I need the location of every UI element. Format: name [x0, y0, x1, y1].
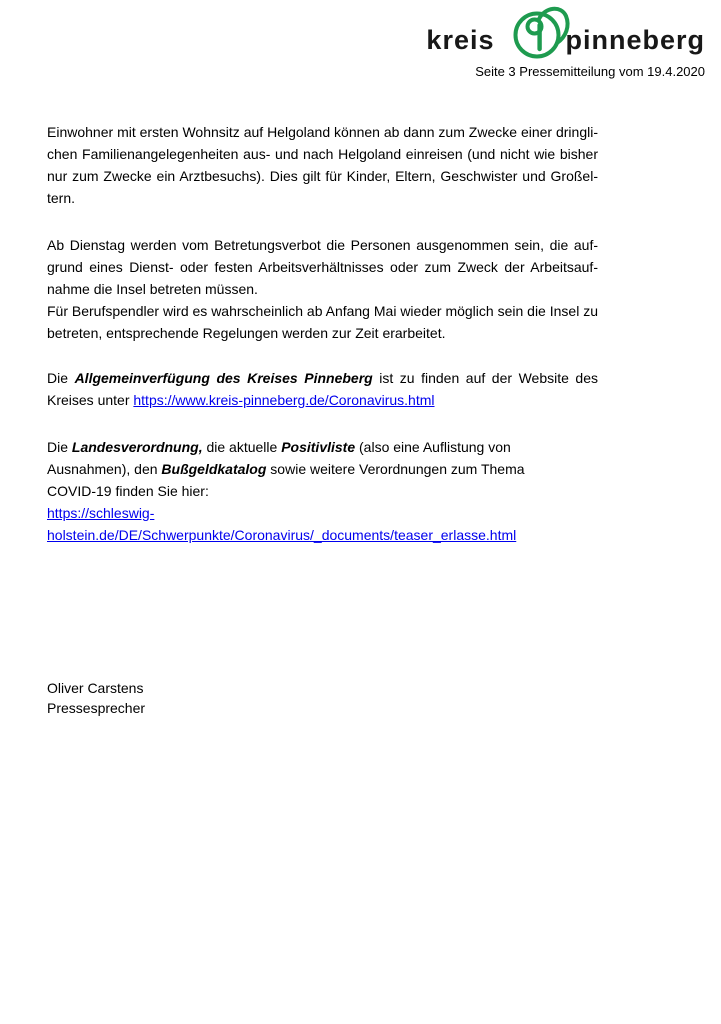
text-line: Ab Dienstag werden vom Betretungsverbot die Personen ausgenommen sein, die auf-	[47, 237, 598, 253]
emphasized-text: Allgemeinverfügung des Kreises Pinneberg	[74, 370, 373, 386]
emphasized-text: Positivliste	[281, 439, 356, 455]
text-line: nur zum Zwecke ein Arztbesuchs). Dies gilt für Kinder, Eltern, Geschwister und Großel-	[47, 168, 598, 184]
logo-word-pinneberg: pinneberg	[565, 25, 705, 55]
text-line	[47, 502, 598, 524]
text-line: chen Familienangelegenheiten aus- und nach Helgoland einreisen (und nicht wie bisher	[47, 146, 598, 162]
text-line	[47, 389, 598, 411]
kreis-pinneberg-coronavirus-link[interactable]: https://www.kreis-pinneberg.de/Coronavirus.html	[133, 392, 435, 408]
paragraph-betretungsverbot	[47, 234, 598, 344]
text-segment: (also eine Auflistung von	[355, 439, 511, 455]
page-header-line: Seite 3 Pressemitteilung vom 19.4.2020	[475, 64, 705, 79]
text-segment: Die	[47, 370, 75, 386]
text-segment: Die	[47, 439, 72, 455]
text-line	[47, 367, 598, 389]
text-segment: die aktuelle	[202, 439, 282, 455]
text-line: grund eines Dienst- oder festen Arbeitsverhältnisses oder zum Zweck der Arbeitsauf-	[47, 259, 598, 275]
signature-block	[47, 678, 145, 718]
text-segment: Ausnahmen), den	[47, 461, 162, 477]
text-line	[47, 458, 598, 480]
emphasized-text: Landesverordnung,	[71, 439, 203, 455]
paragraph-landesverordnung	[47, 436, 598, 546]
schleswig-holstein-erlasse-link-part2[interactable]: holstein.de/DE/Schwerpunkte/Coronavirus/_documents/teaser_erlasse.html	[47, 527, 517, 543]
paragraph-helgoland-einreise	[47, 121, 598, 209]
text-line	[47, 524, 598, 546]
signature-title: Pressesprecher	[47, 700, 146, 716]
text-line: tern.	[47, 190, 76, 206]
text-line: nahme die Insel betreten müssen.	[47, 281, 258, 297]
text-line: COVID-19 finden Sie hier:	[47, 483, 209, 499]
text-line: Für Berufspendler wird es wahrscheinlich ab Anfang Mai wieder möglich sein die Insel zu	[47, 303, 598, 319]
text-segment: ist zu finden auf der Website des	[372, 370, 599, 386]
paragraph-allgemeinverfuegung	[47, 367, 598, 411]
text-line	[47, 436, 598, 458]
text-segment: sowie weitere Verordnungen zum Thema	[266, 461, 525, 477]
emphasized-text: Bußgeldkatalog	[161, 461, 267, 477]
text-line: Einwohner mit ersten Wohnsitz auf Helgoland können ab dann zum Zwecke einer dringli-	[47, 124, 598, 140]
logo-word-kreis: kreis	[426, 25, 495, 55]
text-segment: Kreises unter	[47, 392, 134, 408]
text-line: betreten, entsprechende Regelungen werden zur Zeit erarbeitet.	[47, 325, 446, 341]
kreis-pinneberg-logo	[426, 4, 705, 62]
schleswig-holstein-erlasse-link-part1[interactable]: https://schleswig-	[47, 505, 155, 521]
signature-name: Oliver Carstens	[47, 680, 144, 696]
